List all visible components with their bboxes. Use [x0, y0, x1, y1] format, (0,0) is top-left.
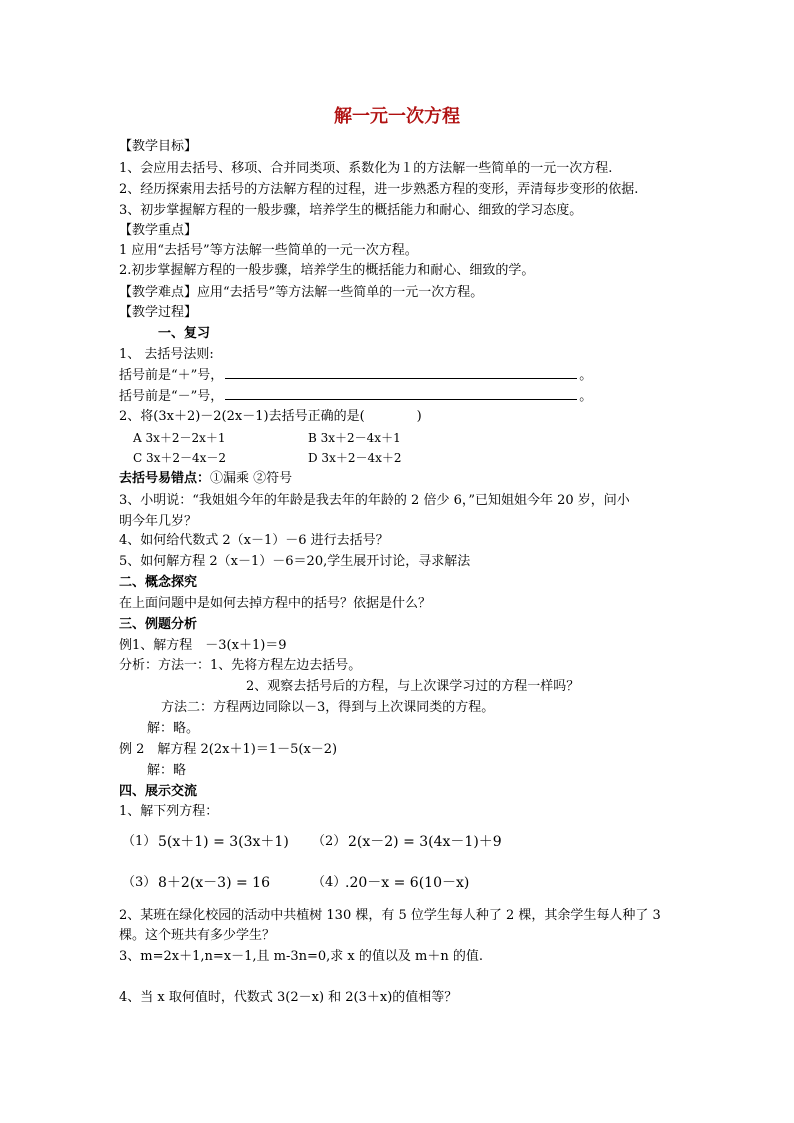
equation-1: 5(x＋1) = 3(3x＋1) [158, 834, 289, 850]
review-q1a [119, 365, 592, 385]
review-q5: 5、如何解方程 2（x－1）－6＝20,学生展开讨论，寻求解法 [119, 554, 471, 569]
review-q3a: 3、小明说：“我姐姐今年的年龄是我去年的年龄的 2 倍少 6，”已知姐姐今年 20 岁，问小 [119, 493, 630, 508]
q1a-period: 。 [579, 368, 593, 383]
errors-line [119, 469, 292, 489]
example-2-solution: 解：略 [147, 763, 187, 778]
example-1-solution: 解：略。 [147, 721, 200, 736]
equation-2: 2(x－2) = 3(4x－1)＋9 [348, 834, 502, 850]
exchange-q1: 1、解下列方程： [119, 804, 219, 819]
example-1-analysis-3: 方法二：方程两边同除以－3，得到与上次课同类的方程。 [161, 700, 495, 715]
exchange-heading: 四、展示交流 [119, 784, 198, 799]
example-1-analysis-1: 分析：方法一：1、先将方程左边去括号。 [119, 658, 362, 673]
example-2: 例 2 解方程 2(2x＋1)＝1－5(x－2) [119, 742, 338, 757]
exchange-q2b: 棵。这个班共有多少学生？ [119, 928, 276, 943]
exchange-q4: 4、当 x 取何值时，代数式 3(2－x) 和 2(3＋x)的值相等？ [119, 990, 458, 1005]
key-points-heading: 【教学重点】 [119, 223, 198, 238]
option-c: C 3x＋2－4x－2 [133, 451, 227, 465]
equation-3-number: （3） [122, 875, 157, 890]
concept-heading: 二、概念探究 [119, 575, 198, 590]
q1b-text: 括号前是“－”号， [119, 389, 224, 404]
option-d: D 3x＋2－4x＋2 [308, 451, 402, 465]
objectives-heading: 【教学目标】 [119, 139, 198, 154]
review-heading: 一、复习 [158, 326, 211, 341]
equation-4-number: （4） [312, 875, 347, 890]
review-q2: 2、将(3x＋2)－2(2x－1)去括号正确的是( ) [119, 409, 422, 424]
review-q1b [119, 386, 592, 406]
key-point-1: 1 应用“去括号”等方法解一些简单的一元一次方程。 [119, 243, 418, 258]
q1a-blank [225, 365, 577, 379]
q1a-text: 括号前是“＋”号， [119, 368, 224, 383]
review-q3b: 明今年几岁？ [119, 514, 198, 529]
equation-1-number: （1） [122, 834, 157, 849]
key-point-2: 2.初步掌握解方程的一般步骤，培养学生的概括能力和耐心、细致的学。 [119, 263, 535, 278]
option-a: A 3x＋2－2x＋1 [133, 431, 226, 445]
q1b-blank [225, 386, 577, 400]
review-q4: 4、如何给代数式 2（x－1）－6 进行去括号？ [119, 533, 389, 548]
document-title: 解一元一次方程 [334, 106, 460, 127]
process-heading: 【教学过程】 [119, 305, 198, 320]
q1b-period: 。 [579, 389, 593, 404]
option-b: B 3x＋2－4x＋1 [308, 431, 401, 445]
equation-4: .20－x = 6(10－x) [345, 875, 470, 891]
objective-3: 3、初步掌握解方程的一般步骤，培养学生的概括能力和耐心、细致的学习态度。 [119, 203, 583, 218]
exchange-q2a: 2、某班在绿化校园的活动中共植树 130 棵，有 5 位学生每人种了 2 棵，其余学生每人种了 3 [119, 908, 661, 923]
difficulty-line: 【教学难点】应用“去括号”等方法解一些简单的一元一次方程。 [119, 285, 484, 300]
concept-text: 在上面问题中是如何去掉方程中的括号？依据是什么？ [119, 596, 432, 611]
errors-label: 去括号易错点： [119, 471, 211, 486]
example-1: 例1、解方程 －3(x＋1)＝9 [119, 638, 287, 653]
objective-2: 2、经历探索用去括号的方法解方程的过程，进一步熟悉方程的变形，弄清每步变形的依据. [119, 182, 639, 197]
equation-3: 8＋2(x－3) = 16 [158, 875, 270, 891]
objective-1: 1、会应用去括号、移项、合并同类项、系数化为１的方法解一些简单的一元一次方程. [119, 161, 613, 176]
equation-2-number: （2） [312, 834, 347, 849]
exchange-q3: 3、m=2x＋1,n=x－1,且 m-3n=0,求 x 的值以及 m＋n 的值. [119, 949, 483, 964]
examples-heading: 三、例题分析 [119, 617, 198, 632]
errors-text: ①漏乘 ②符号 [210, 471, 293, 486]
example-1-analysis-2: 2、观察去括号后的方程，与上次课学习过的方程一样吗？ [246, 679, 580, 694]
review-q1: 1、 去括号法则: [119, 347, 214, 362]
